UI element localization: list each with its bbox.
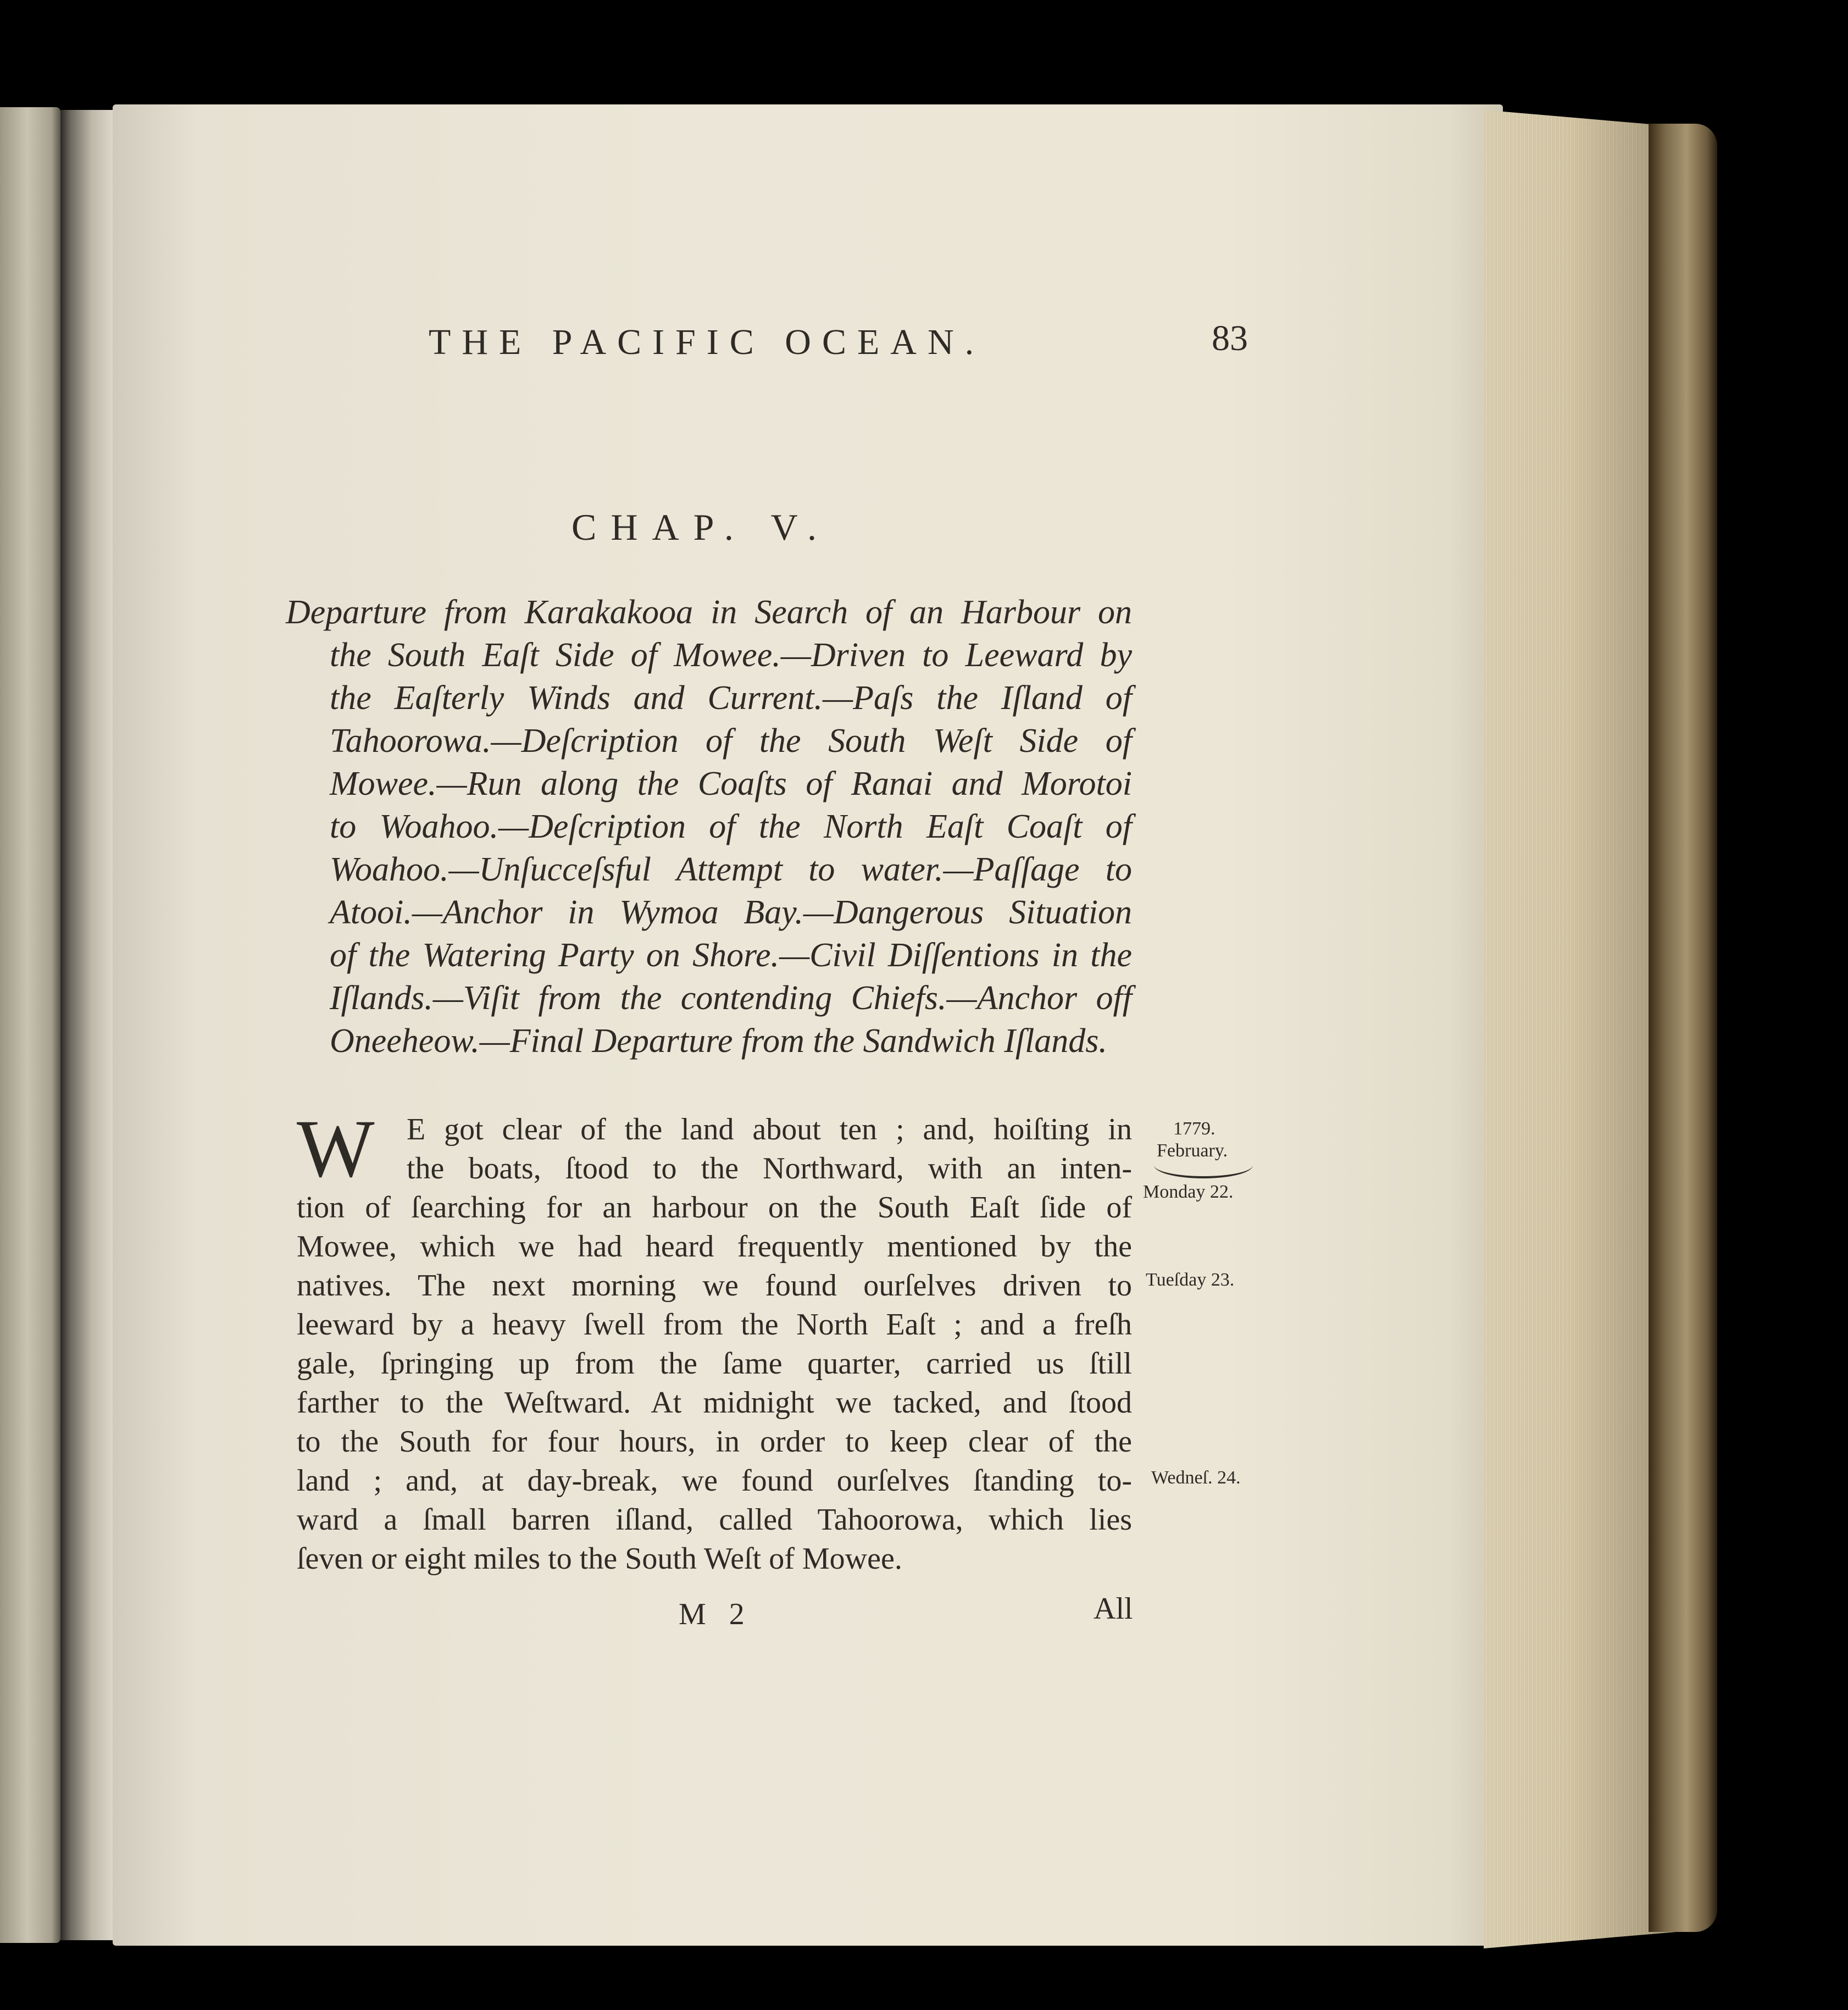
chapter-heading: CHAP. V.: [571, 506, 831, 548]
body-line: tion of ſearching for an harbour on the South Eaſt ſide of: [297, 1191, 1132, 1225]
summary-line: Iſlands.—Viſit from the contending Chiefs.—Anchor off: [330, 979, 1132, 1017]
chapter-summary: [286, 591, 1132, 1062]
signature-mark: M 2: [679, 1597, 752, 1631]
body-line: to the South for four hours, in order to keep clear of the: [297, 1425, 1132, 1459]
page-number: 83: [1212, 318, 1248, 358]
margin-year: 1779.: [1173, 1118, 1216, 1139]
summary-line: the Eaſterly Winds and Current.—Paſs the Iſland of: [330, 679, 1132, 717]
body-text: [297, 1103, 1132, 1579]
summary-line: Woahoo.—Unſucceſsful Attempt to water.—Paſſage to: [330, 851, 1132, 888]
running-title: THE PACIFIC OCEAN.: [429, 322, 985, 362]
summary-line: the South Eaſt Side of Mowee.—Driven to Leeward by: [330, 636, 1132, 674]
left-page-edge: [0, 107, 60, 1943]
leather-cover: [1649, 124, 1717, 1932]
body-line: E got clear of the land about ten ; and, hoiſting in: [407, 1112, 1132, 1147]
body-line: Mowee, which we had heard frequently mentioned by the: [297, 1230, 1132, 1264]
summary-line: Mowee.—Run along the Coaſts of Ranai and Morotoi: [330, 765, 1132, 802]
summary-line: of the Watering Party on Shore.—Civil Diſſentions in the: [330, 937, 1132, 974]
book-gutter: [60, 110, 113, 1940]
margin-date-monday: Monday 22.: [1143, 1182, 1234, 1202]
margin-month: February.: [1157, 1140, 1228, 1161]
summary-line: Atooi.—Anchor in Wymoa Bay.—Dangerous Situation: [330, 894, 1132, 931]
body-line: leeward by a heavy ſwell from the North Eaſt ; and a freſh: [297, 1308, 1132, 1342]
body-line: land ; and, at day-break, we found ourſelves ſtanding to-: [297, 1464, 1132, 1498]
margin-date-wednesday: Wedneſ. 24.: [1151, 1468, 1241, 1488]
drop-cap: W: [297, 1103, 375, 1194]
body-line: the boats, ſtood to the Northward, with an inten-: [407, 1151, 1132, 1186]
margin-date-tuesday: Tueſday 23.: [1146, 1270, 1235, 1290]
summary-line: Departure from Karakakooa in Search of an Harbour on: [286, 594, 1132, 631]
body-line: gale, ſpringing up from the ſame quarter, carried us ſtill: [297, 1347, 1132, 1381]
summary-line: Tahoorowa.—Deſcription of the South Weſt Side of: [330, 722, 1132, 760]
summary-line: to Woahoo.—Deſcription of the North Eaſt Coaſt of: [330, 808, 1132, 845]
body-line: ward a ſmall barren iſland, called Tahoorowa, which lies: [297, 1503, 1132, 1537]
body-line: farther to the Weſtward. At midnight we tacked, and ſtood: [297, 1386, 1132, 1420]
summary-line: Oneeheow.—Final Departure from the Sandwich Iſlands.: [330, 1022, 1107, 1060]
catchword: All: [1094, 1592, 1133, 1626]
body-line: ſeven or eight miles to the South Weſt of Mowee.: [297, 1542, 902, 1576]
body-line: natives. The next morning we found ourſelves driven to: [297, 1269, 1132, 1303]
